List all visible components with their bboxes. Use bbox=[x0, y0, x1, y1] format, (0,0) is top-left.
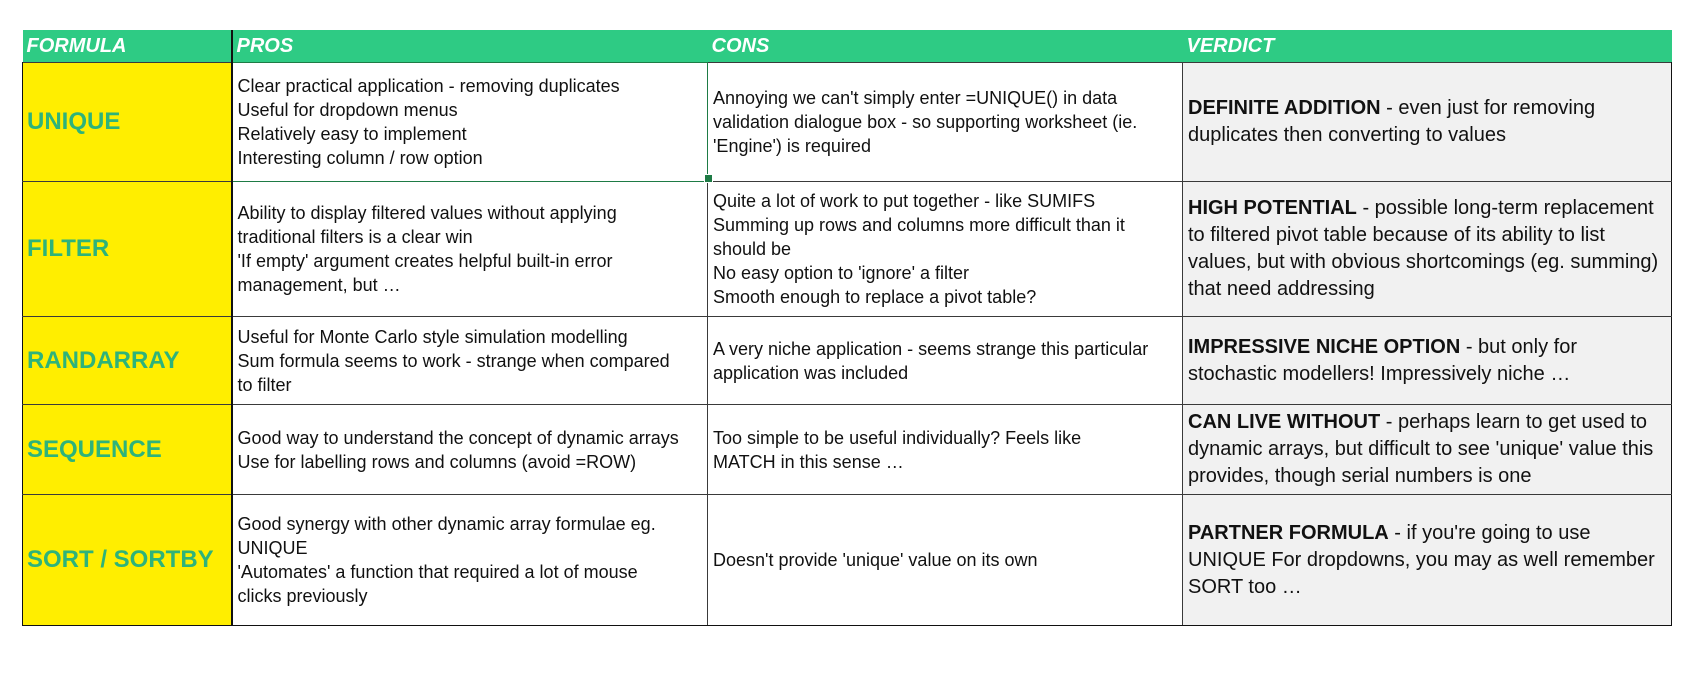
header-cons[interactable]: CONS bbox=[708, 30, 1183, 63]
verdict-heading: PARTNER FORMULA bbox=[1188, 521, 1389, 544]
cons-cell[interactable] bbox=[708, 405, 1183, 495]
pros-line: 'If empty' argument creates helpful built-in error bbox=[237, 251, 613, 271]
cons-line: MATCH in this sense … bbox=[713, 451, 904, 472]
cons-line: A very niche application - seems strange this particular bbox=[713, 338, 1149, 359]
formula-cell[interactable]: SORT / SORTBY bbox=[23, 495, 232, 626]
verdict-heading: DEFINITE ADDITION bbox=[1188, 97, 1381, 119]
verdict-cell[interactable] bbox=[1183, 182, 1672, 317]
verdict-cell[interactable] bbox=[1183, 317, 1672, 405]
cons-line: Doesn't provide 'unique' value on its own bbox=[713, 550, 1038, 570]
cons-cell[interactable] bbox=[708, 63, 1183, 182]
table-row bbox=[23, 495, 1672, 626]
pros-line: traditional filters is a clear win bbox=[237, 227, 473, 247]
cons-line: Summing up rows and columns more difficult than it bbox=[713, 215, 1125, 235]
cons-cell[interactable] bbox=[708, 182, 1183, 317]
pros-cell[interactable] bbox=[232, 317, 708, 405]
verdict-detail: - but only for stochastic modellers! Impressively niche … bbox=[1188, 335, 1577, 385]
cons-line: validation dialogue box - so supporting worksheet (ie. bbox=[713, 112, 1138, 132]
pros-cell[interactable] bbox=[232, 405, 708, 495]
verdict-cell[interactable] bbox=[1183, 405, 1672, 495]
cons-line: 'Engine') is required bbox=[713, 136, 871, 156]
header-pros[interactable]: PROS bbox=[232, 30, 708, 63]
formula-cell[interactable]: SEQUENCE bbox=[23, 405, 232, 495]
verdict-heading: IMPRESSIVE NICHE OPTION bbox=[1188, 335, 1461, 358]
pros-cell[interactable] bbox=[232, 63, 708, 182]
cons-cell[interactable] bbox=[708, 495, 1183, 626]
pros-line: Good synergy with other dynamic array formulae eg. bbox=[237, 514, 656, 534]
table-row bbox=[23, 182, 1672, 317]
formula-comparison-table bbox=[22, 30, 1672, 626]
table-row bbox=[23, 317, 1672, 405]
header-verdict[interactable]: VERDICT bbox=[1183, 30, 1672, 63]
verdict-text bbox=[1188, 520, 1666, 601]
cons-line: Smooth enough to replace a pivot table? bbox=[713, 287, 1037, 307]
pros-line: Relatively easy to implement bbox=[237, 124, 467, 144]
pros-line: 'Automates' a function that required a lot of mouse bbox=[237, 562, 638, 582]
formula-cell[interactable]: FILTER bbox=[23, 182, 232, 317]
verdict-heading: HIGH POTENTIAL bbox=[1188, 197, 1357, 219]
verdict-text bbox=[1188, 409, 1666, 490]
verdict-text bbox=[1188, 195, 1666, 303]
cons-cell[interactable] bbox=[708, 317, 1183, 405]
cons-line: should be bbox=[713, 239, 792, 259]
pros-line: Interesting column / row option bbox=[237, 148, 483, 168]
verdict-heading: CAN LIVE WITHOUT bbox=[1188, 411, 1381, 433]
pros-line: management, but … bbox=[237, 275, 401, 295]
table-row bbox=[23, 63, 1672, 182]
cons-line: No easy option to 'ignore' a filter bbox=[713, 263, 970, 283]
verdict-text bbox=[1188, 334, 1666, 388]
pros-cell[interactable] bbox=[232, 495, 708, 626]
header-row bbox=[23, 30, 1672, 63]
pros-cell[interactable] bbox=[232, 182, 708, 317]
formula-cell[interactable]: RANDARRAY bbox=[23, 317, 232, 405]
pros-line: Ability to display filtered values without applying bbox=[237, 203, 617, 223]
pros-line: Sum formula seems to work - strange when compared bbox=[237, 350, 670, 371]
verdict-detail: - even just for removing duplicates then converting to values bbox=[1188, 97, 1596, 146]
cons-line: Quite a lot of work to put together - like SUMIFS bbox=[713, 191, 1096, 211]
verdict-text bbox=[1188, 95, 1666, 149]
pros-line: UNIQUE bbox=[237, 538, 308, 558]
pros-line: Use for labelling rows and columns (avoid =ROW) bbox=[237, 451, 637, 472]
verdict-detail: - perhaps learn to get used to dynamic arrays, but difficult to see 'unique' value this provides, though serial numbers is one bbox=[1188, 411, 1654, 487]
selection-fill-handle[interactable] bbox=[704, 174, 713, 183]
comparison-sheet bbox=[22, 30, 1671, 626]
formula-cell[interactable]: UNIQUE bbox=[23, 63, 232, 182]
pros-line: Good way to understand the concept of dynamic arrays bbox=[237, 427, 679, 448]
pros-line: clicks previously bbox=[237, 586, 368, 606]
cons-line: application was included bbox=[713, 362, 909, 383]
verdict-detail: - if you're going to use UNIQUE For dropdowns, you may as well remember SORT too … bbox=[1188, 521, 1655, 598]
verdict-cell[interactable] bbox=[1183, 495, 1672, 626]
table-row bbox=[23, 405, 1672, 495]
verdict-detail: - possible long-term replacement to filtered pivot table because of its ability to list values, but with obvious shortcomings (eg. summing) that need addressing bbox=[1188, 197, 1659, 300]
pros-line: Useful for Monte Carlo style simulation modelling bbox=[237, 326, 628, 347]
pros-line: Useful for dropdown menus bbox=[237, 100, 458, 120]
pros-line: to filter bbox=[237, 374, 292, 395]
cons-line: Too simple to be useful individually? Feels like bbox=[713, 427, 1082, 448]
header-formula[interactable]: FORMULA bbox=[23, 30, 232, 63]
cons-line: Annoying we can't simply enter =UNIQUE() in data bbox=[713, 88, 1118, 108]
pros-line: Clear practical application - removing duplicates bbox=[237, 76, 620, 96]
verdict-cell[interactable] bbox=[1183, 63, 1672, 182]
